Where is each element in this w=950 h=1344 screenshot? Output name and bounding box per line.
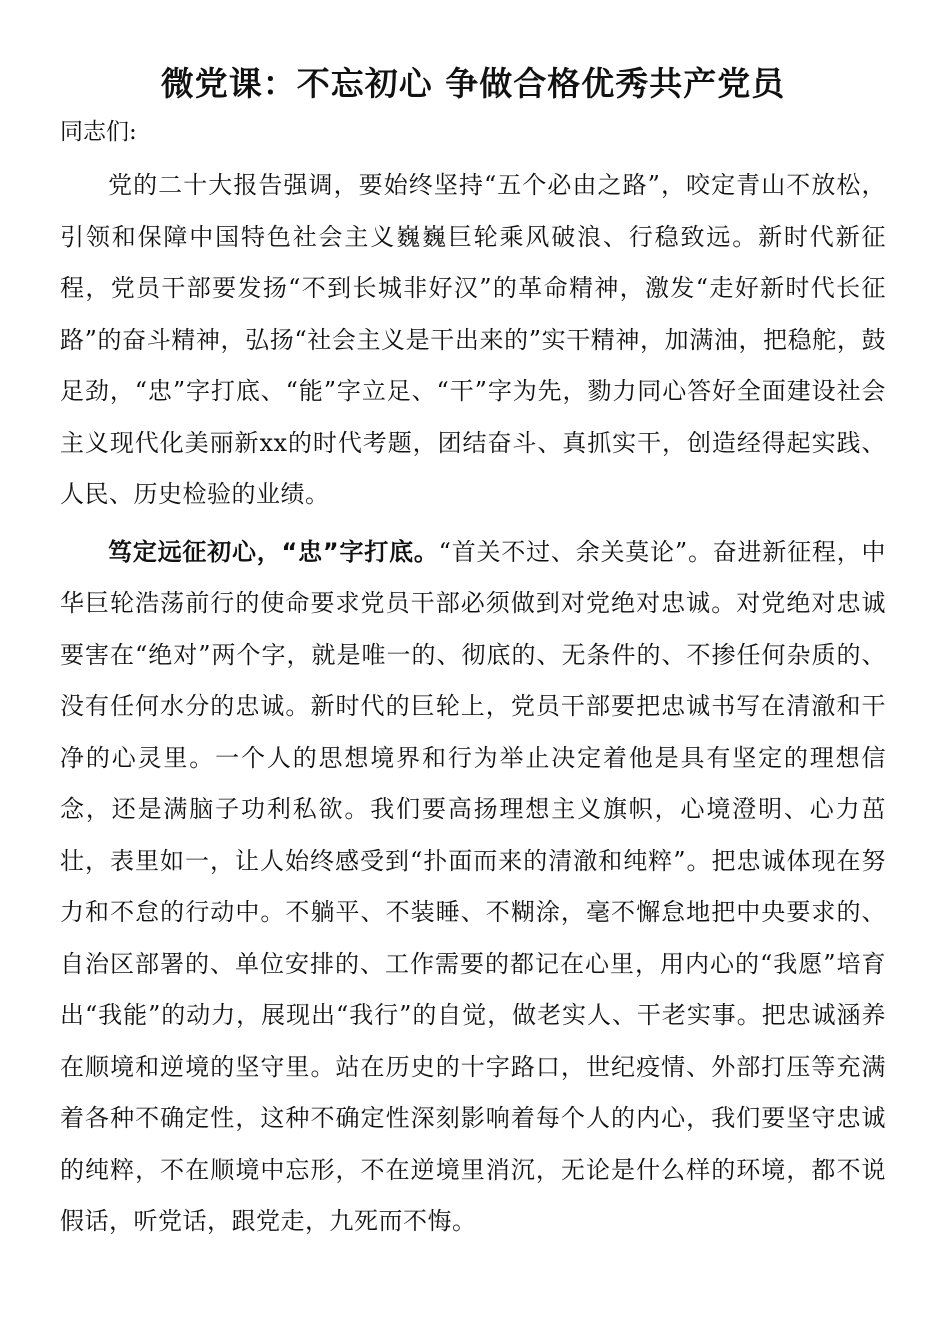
paragraph-lead: 笃定远征初心，“忠”字打底。: [108, 537, 439, 566]
paragraph-loyalty: [60, 527, 886, 1248]
document-title: 微党课：不忘初心 争做合格优秀共产党员: [160, 64, 786, 103]
paragraph-text: 党的二十大报告强调，要始终坚持“五个必由之路”，咬定青山不放松，引领和保障中国特色社会主义巍巍巨轮乘风破浪、行稳致远。新时代新征程，党员干部要发扬“不到长城非好汉”的革命精神，激发“走好新时代长征路”的奋斗精神，弘扬“社会主义是干出来的”实干精神，加满油，把稳舵，鼓足劲，“忠”字打底、“能”字立足、“干”字为先，勠力同心答好全面建设社会主义现代化美丽新xx的时代考题，团结奋斗、真抓实干，创造经得起实践、人民、历史检验的业绩。: [60, 171, 886, 508]
document-page: [60, 58, 886, 1248]
paragraph-text: “首关不过、余关莫论”。奋进新征程，中华巨轮浩荡前行的使命要求党员干部必须做到对党绝对忠诚。对党绝对忠诚要害在“绝对”两个字，就是唯一的、彻底的、无条件的、不掺任何杂质的、没有任何水分的忠诚。新时代的巨轮上，党员干部要把忠诚书写在清澈和干净的心灵里。一个人的思想境界和行为举止决定着他是具有坚定的理想信念，还是满脑子功利私欲。我们要高扬理想主义旗帜，心境澄明、心力茁壮，表里如一，让人始终感受到“扑面而来的清澈和纯粹”。把忠诚体现在努力和不怠的行动中。不躺平、不装睡、不糊涂，毫不懈怠地把中央要求的、自治区部署的、单位安排的、工作需要的都记在心里，用内心的“我愿”培育出“我能”的动力，展现出“我行”的自觉，做老实人、干老实事。把忠诚涵养在顺境和逆境的坚守里。站在历史的十字路口，世纪疫情、外部打压等充满着各种不确定性，这种不确定性深刻影响着每个人的内心，我们要坚守忠诚的纯粹，不在顺境中忘形，不在逆境里消沉，无论是什么样的环境，都不说假话，听党话，跟党走，九死而不悔。: [60, 537, 887, 1235]
salutation: 同志们:: [60, 119, 137, 145]
paragraph-intro: [60, 160, 886, 521]
